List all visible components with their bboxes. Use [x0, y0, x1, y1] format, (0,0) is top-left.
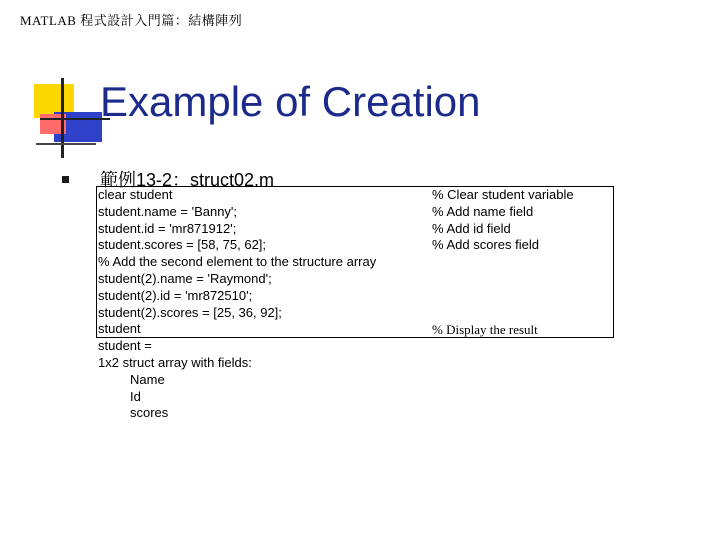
code-line: student — [98, 321, 141, 336]
slide-title: Example of Creation — [100, 78, 481, 125]
code-comment: % Add scores field — [432, 237, 539, 252]
code-line: student(2).name = 'Raymond'; — [98, 271, 272, 286]
output-line: student = — [98, 338, 152, 353]
code-line: % Add the second element to the structure array — [98, 254, 377, 269]
code-comment: % Display the result — [432, 322, 538, 337]
code-line: student.scores = [58, 75, 62]; — [98, 237, 267, 252]
slide-header: MATLAB 程式設計入門篇：結構陣列 — [20, 13, 243, 28]
code-line: student(2).id = 'mr872510'; — [98, 288, 253, 303]
code-comment: % Add name field — [432, 204, 534, 219]
bullet-square-icon — [62, 176, 69, 183]
code-line: student.name = 'Banny'; — [98, 204, 238, 219]
logo-graphic — [0, 0, 100, 170]
output-field: Id — [130, 389, 141, 404]
code-comment: % Clear student variable — [432, 187, 574, 202]
code-comment: % Add id field — [432, 221, 511, 236]
logo-horizontal-line-2 — [36, 143, 96, 145]
output-field: Name — [130, 372, 165, 387]
code-line: student.id = 'mr871912'; — [98, 221, 237, 236]
code-line: student(2).scores = [25, 36, 92]; — [98, 305, 282, 320]
code-line: clear student — [98, 187, 173, 202]
bullet-text: 範例13-2：struct02.m — [100, 170, 275, 190]
output-field: scores — [130, 405, 169, 420]
output-line: 1x2 struct array with fields: — [98, 355, 252, 370]
